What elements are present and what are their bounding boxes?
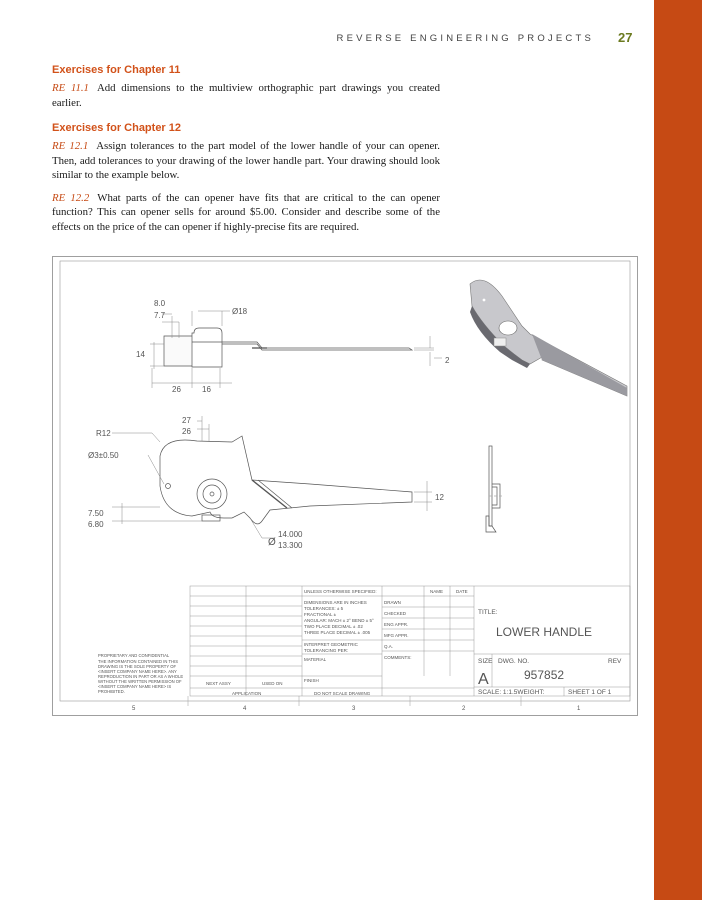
tb-checked: CHECKED: [384, 611, 407, 616]
tb-do-not-scale: DO NOT SCALE DRAWING: [314, 691, 371, 696]
exercise-paragraph: [52, 139, 440, 183]
dimension-label: Ø3±0.50: [88, 451, 119, 460]
tb-proprietary-line: PROHIBITED.: [98, 689, 125, 694]
dimension-label: 7.7: [154, 311, 166, 320]
zone-number: 3: [352, 706, 356, 712]
tb-comments: COMMENTS:: [384, 655, 412, 660]
zone-number: 1: [577, 706, 581, 712]
tb-qa: Q.A.: [384, 644, 394, 649]
zone-number: 5: [132, 706, 136, 712]
dimension-label: 14: [136, 350, 145, 359]
tb-dims-line: THREE PLACE DECIMAL ± .005: [304, 630, 371, 635]
dimension-label: 14.000: [278, 530, 303, 539]
zone-number: 4: [243, 706, 247, 712]
dimension-label: 16: [202, 385, 211, 394]
tb-proprietary-line: WITHOUT THE WRITTEN PERMISSION OF: [98, 679, 182, 684]
page-number: 27: [618, 30, 633, 45]
tb-proprietary-line: REPRODUCTION IN PART OR AS A WHOLE: [98, 674, 184, 679]
dimension-label: 8.0: [154, 299, 166, 308]
section-heading: Exercises for Chapter 12: [52, 122, 182, 134]
exercise-paragraph: [52, 191, 440, 235]
exercise-body: Add dimensions to the multiview orthographic part drawings you created earlier.: [52, 82, 440, 109]
exercise-body: What parts of the can opener have fits that are critical to the can opener function? This can opener sells for around $5.00. Consider and describe some of the effects on the price of the can opener if highly-precise fits are required.: [52, 191, 440, 233]
section-heading: Exercises for Chapter 11: [52, 64, 181, 76]
tb-used-on: USED ON: [262, 681, 283, 686]
dimension-label: 12: [435, 493, 444, 502]
tb-name: NAME: [430, 589, 444, 594]
tb-interpret: INTERPRET GEOMETRIC: [304, 642, 358, 647]
exercise-text: [52, 64, 440, 242]
dimension-label: 6.80: [88, 520, 104, 529]
tb-date: DATE: [456, 589, 468, 594]
tb-dims-line: TOLERANCES: ± 5: [304, 606, 344, 611]
tb-size: A: [478, 671, 489, 688]
tb-proprietary-line: DRAWING IS THE SOLE PROPERTY OF: [98, 664, 177, 669]
tb-proprietary-title: PROPRIETARY AND CONFIDENTIAL: [98, 653, 170, 658]
dimension-label: 27: [182, 416, 191, 425]
chapter-color-tab: [654, 0, 702, 900]
exercise-body: Assign tolerances to the part model of the lower handle of your can opener. Then, add tolerances to your drawing of the lower handle part. Your drawing should look similar to the example below.: [52, 140, 440, 181]
exercise-id: RE 12.1: [52, 140, 89, 152]
tb-mfg-appr: MFG APPR.: [384, 633, 409, 638]
tb-next-assy: NEXT ASSY: [206, 681, 231, 686]
tb-finish: FINISH: [304, 678, 319, 683]
dimension-label: R12: [96, 429, 111, 438]
exercise-id: RE 11.1: [52, 82, 89, 94]
tb-unless: UNLESS OTHERWISE SPECIFIED:: [304, 589, 377, 594]
tb-dims-line: TWO PLACE DECIMAL ± .02: [304, 624, 363, 629]
tb-size-label: SIZE: [478, 658, 493, 665]
tb-scale: SCALE: 1:1.5WEIGHT:: [478, 689, 545, 696]
tb-title: LOWER HANDLE: [496, 625, 593, 639]
tb-title-label: TITLE:: [478, 609, 498, 616]
drawing-sheet: [52, 256, 638, 716]
tb-proprietary-line: <INSERT COMPANY NAME HERE>. ANY: [98, 669, 177, 674]
dimension-label: Ø18: [232, 307, 248, 316]
tb-proprietary-line: <INSERT COMPANY NAME HERE> IS: [98, 684, 172, 689]
tb-dwg-no-label: DWG. NO.: [498, 658, 530, 665]
exercise-id: RE 12.2: [52, 191, 90, 204]
tb-application: APPLICATION: [232, 691, 262, 696]
tb-eng-appr: ENG APPR.: [384, 622, 409, 627]
tb-dims-line: DIMENSIONS ARE IN INCHES: [304, 600, 367, 605]
tb-rev-label: REV: [608, 658, 622, 665]
zone-number: 2: [462, 706, 466, 712]
dimension-label: 26: [182, 427, 191, 436]
tb-drawn: DRAWN: [384, 600, 401, 605]
tb-material: MATERIAL: [304, 657, 327, 662]
tb-dims-line: ANGULAR: MACH ± 2° BEND ± 5°: [304, 618, 374, 623]
dimension-label: Ø: [268, 537, 276, 548]
dimension-label: 2: [445, 356, 450, 365]
dimension-label: 26: [172, 385, 181, 394]
dimension-label: 7.50: [88, 509, 104, 518]
tb-dims-line: FRACTIONAL ±: [304, 612, 337, 617]
tb-dwg-no: 957852: [524, 668, 565, 682]
tb-interpret: TOLERANCING PER:: [304, 648, 349, 653]
tb-sheet: SHEET 1 OF 1: [568, 689, 612, 696]
tb-proprietary-line: THE INFORMATION CONTAINED IN THIS: [98, 659, 179, 664]
dimension-label: 13.300: [278, 541, 303, 550]
engineering-drawing-figure: [52, 256, 638, 716]
running-head: REVERSE ENGINEERING PROJECTS: [336, 33, 594, 44]
exercise-paragraph: [52, 81, 440, 110]
